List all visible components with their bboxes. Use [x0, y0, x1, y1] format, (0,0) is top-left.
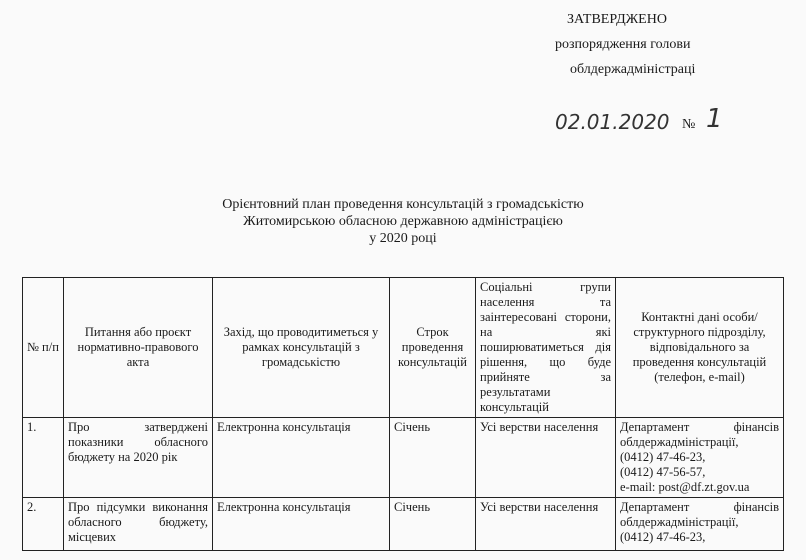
- header-groups: Соціальні групи населення та заінтересовані сторони, на які поширюватиметься дія рішення, що буде прийняте за результатами консультацій: [476, 278, 616, 418]
- row-event: Електронна консультація: [213, 418, 390, 498]
- table-row: [23, 498, 784, 551]
- approval-line2: розпорядження голови: [555, 37, 691, 52]
- header-event: Захід, що проводитиметься у рамках консультацій з громадськістю: [213, 278, 390, 418]
- row-topic: Про затверджені показники обласного бюджету на 2020 рік: [64, 418, 213, 498]
- approval-number: 1: [706, 104, 723, 134]
- title-line3: у 2020 році: [369, 231, 437, 246]
- row-contact: [616, 498, 784, 551]
- header-topic: Питання або проєкт нормативно-правового акта: [64, 278, 213, 418]
- contact-line: (0412) 47-46-23,: [620, 450, 706, 464]
- header-num: № п/п: [23, 278, 64, 418]
- table-row: [23, 418, 784, 498]
- contact-line: Департамент фінансів облдержадміністрації,: [620, 500, 779, 529]
- header-row: [23, 278, 784, 418]
- approval-title: ЗАТВЕРДЖЕНО: [567, 12, 667, 27]
- title-line2: Житомирською обласною державною адміністрацією: [243, 214, 563, 229]
- document-title: [0, 196, 806, 247]
- row-term: Січень: [390, 498, 476, 551]
- row-term: Січень: [390, 418, 476, 498]
- row-num: 2.: [23, 498, 64, 551]
- contact-line: (0412) 47-46-23,: [620, 530, 706, 544]
- row-event: Електронна консультація: [213, 498, 390, 551]
- contact-email: e-mail: post@df.zt.gov.ua: [620, 480, 750, 494]
- row-contact: [616, 418, 784, 498]
- header-term: Строк проведення консультацій: [390, 278, 476, 418]
- number-label: №: [682, 117, 696, 132]
- row-topic: Про підсумки виконання обласного бюджету, місцевих: [64, 498, 213, 551]
- approval-date: 02.01.2020: [555, 110, 670, 134]
- consultation-plan-table: [22, 277, 784, 551]
- approval-line3: облдержадміністраці: [570, 62, 696, 77]
- contact-line: Департамент фінансів облдержадміністрації,: [620, 420, 779, 449]
- row-num: 1.: [23, 418, 64, 498]
- row-groups: Усі верстви населення: [476, 498, 616, 551]
- title-line1: Орієнтовний план проведення консультацій з громадськістю: [222, 197, 584, 212]
- header-contact: Контактні дані особи/структурного підрозділу, відповідального за проведення консультацій (телефон, e-mail): [616, 278, 784, 418]
- contact-line: (0412) 47-56-57,: [620, 465, 706, 479]
- row-groups: Усі верстви населення: [476, 418, 616, 498]
